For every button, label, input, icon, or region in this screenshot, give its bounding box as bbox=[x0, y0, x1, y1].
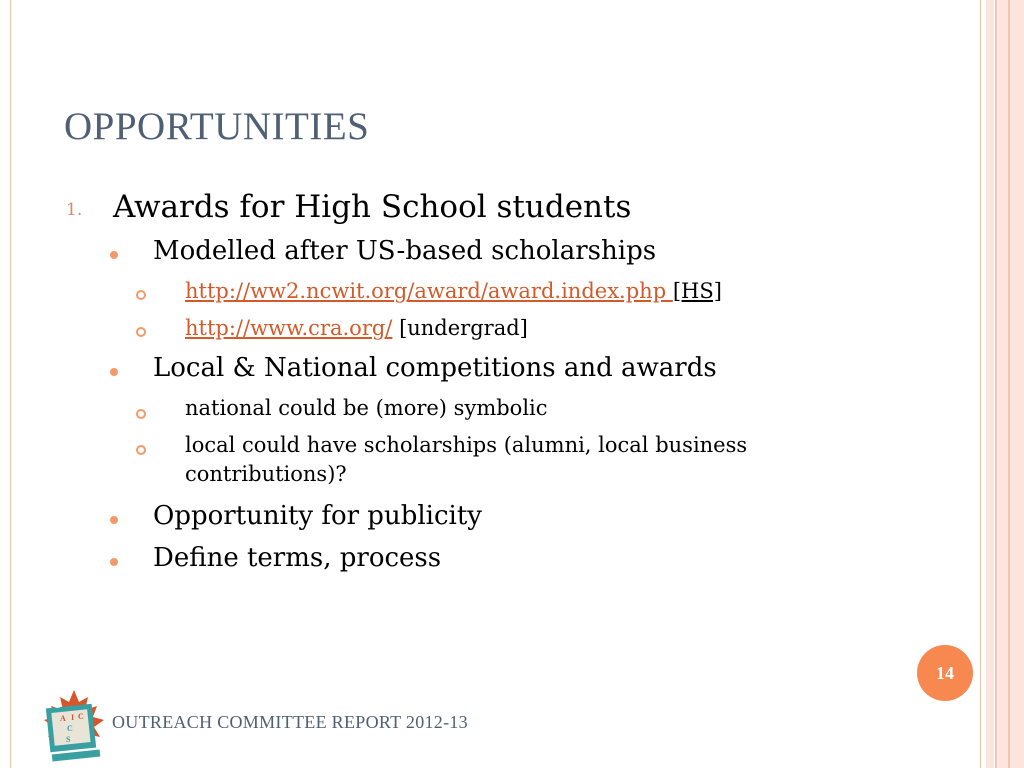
bullet-dot-icon bbox=[110, 251, 118, 259]
page-number-badge: 14 bbox=[917, 645, 973, 701]
svg-text:C: C bbox=[54, 700, 61, 710]
svg-text:S: S bbox=[66, 735, 71, 744]
undergrad-tag: [undergrad] bbox=[399, 316, 528, 340]
list-item-awards: Awards for High School students bbox=[113, 189, 632, 225]
list-item-cra-link bbox=[185, 316, 528, 340]
ncwit-link[interactable]: http://ww2.ncwit.org/award/award.index.php bbox=[185, 279, 673, 303]
list-item-publicity: Opportunity for publicity bbox=[153, 501, 482, 531]
right-border-band bbox=[1010, 0, 1024, 768]
bullet-ring-icon bbox=[136, 327, 146, 337]
right-border-band bbox=[998, 0, 1008, 768]
list-item-scholarships: Modelled after US-based scholarships bbox=[153, 236, 657, 266]
bullet-dot-icon bbox=[110, 558, 118, 566]
svg-text:I: I bbox=[71, 713, 75, 722]
right-border-band bbox=[986, 0, 994, 768]
right-border-line bbox=[995, 0, 997, 768]
bullet-ring-icon bbox=[136, 409, 146, 419]
caiccs-logo-icon bbox=[42, 688, 106, 766]
list-item-national: national could be (more) symbolic bbox=[185, 396, 548, 420]
slide-title: OPPORTUNITIES bbox=[64, 105, 370, 148]
svg-text:C: C bbox=[78, 712, 84, 721]
list-number-marker: 1. bbox=[66, 200, 83, 220]
bullet-ring-icon bbox=[136, 290, 146, 300]
hs-tag: [HS] bbox=[672, 279, 722, 303]
bullet-dot-icon bbox=[110, 516, 118, 524]
list-item-local-line1: local could have scholarships (alumni, local business bbox=[185, 433, 748, 457]
cra-link[interactable]: http://www.cra.org/ bbox=[185, 316, 393, 340]
list-item-competitions: Local & National competitions and awards bbox=[153, 353, 717, 383]
list-item-ncwit-link bbox=[185, 279, 722, 303]
list-item-define-terms: Define terms, process bbox=[153, 543, 442, 573]
bullet-dot-icon bbox=[110, 368, 118, 376]
list-item-local-line2: contributions)? bbox=[185, 462, 347, 486]
right-border-line bbox=[980, 0, 981, 768]
footer-text: OUTREACH COMMITTEE REPORT 2012-13 bbox=[112, 712, 468, 732]
svg-text:C: C bbox=[67, 724, 73, 733]
svg-text:A: A bbox=[60, 714, 66, 723]
bullet-ring-icon bbox=[136, 445, 146, 455]
left-border-line bbox=[10, 0, 11, 768]
